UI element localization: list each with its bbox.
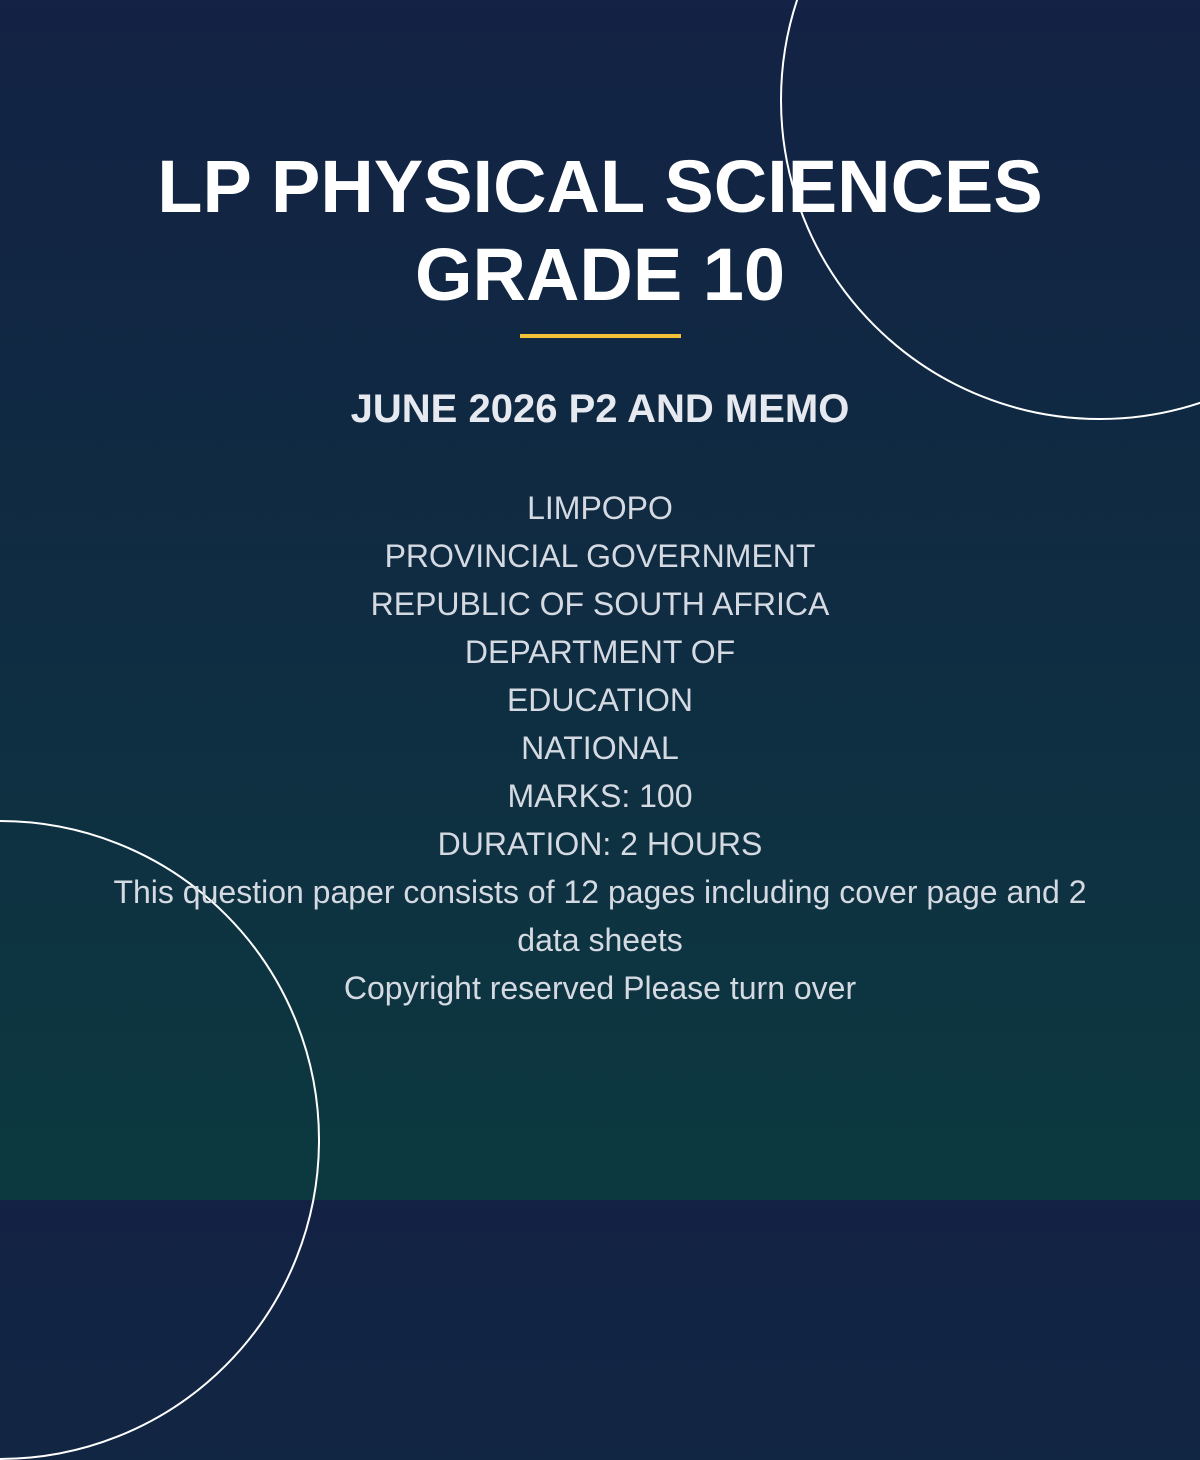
province-text: LIMPOPO [527,490,673,526]
marks-text: MARKS: 100 [507,778,693,814]
department-text-line-2: EDUCATION [506,682,694,718]
copyright-footer-text: Copyright reserved Please turn over [343,970,857,1006]
department-text-line-1: DEPARTMENT OF [464,634,736,670]
title-underline-divider [520,334,681,338]
title-line-2: GRADE 10 [414,233,786,316]
government-text: PROVINCIAL GOVERNMENT [384,538,816,574]
paper-subtitle: JUNE 2026 P2 AND MEMO [350,387,850,431]
exam-details [90,484,1110,1012]
title-line-1: LP PHYSICAL SCIENCES [157,145,1043,228]
country-text: REPUBLIC OF SOUTH AFRICA [370,586,830,622]
pages-note-text: This question paper consists of 12 pages including cover page and 2 data sheets [113,874,1087,958]
level-text: NATIONAL [521,730,679,766]
page-title [0,143,1200,319]
duration-text: DURATION: 2 HOURS [437,826,763,862]
